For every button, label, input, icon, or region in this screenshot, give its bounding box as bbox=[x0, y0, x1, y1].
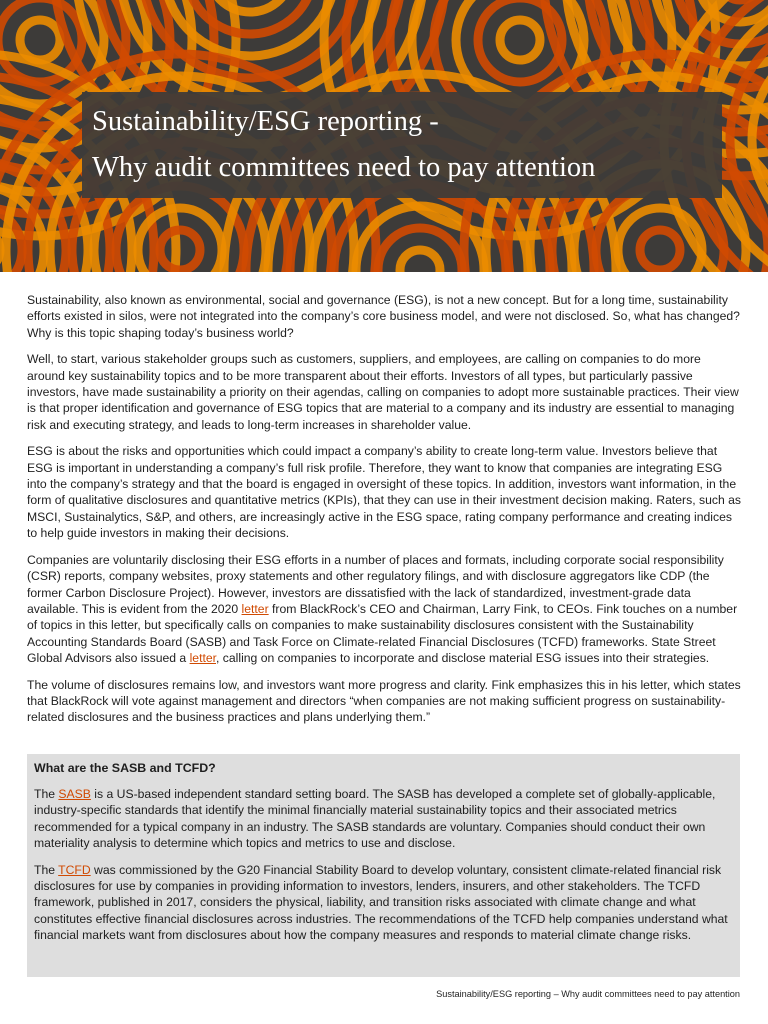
sidebar-paragraph-sasb bbox=[34, 786, 734, 852]
blackrock-letter-link[interactable]: letter bbox=[241, 601, 269, 616]
page-title-line1: Sustainability/ESG reporting - bbox=[92, 106, 439, 137]
page-title-line2: Why audit committees need to pay attention bbox=[92, 152, 596, 183]
paragraph-5: The volume of disclosures remains low, and investors want more progress and clarity. Fink emphasizes this in his letter, which states that BlackRock will vote against management and directors “when companies are not making sufficient progress on sustainability-related disclosures and the business practices and plans underlying them.” bbox=[27, 677, 741, 725]
paragraph-4-text-a: Companies are voluntarily disclosing their ESG efforts in a number of places and formats, including corporate social responsibility (CSR) reports, company websites, proxy statements and other regulatory filings, and with disclosure aggregators like CDP (the former Carbon Disclosure Project). However, investors are dissatisfied with the lack of standardized, investment-grade data available. This is evident from the 2020 bbox=[27, 552, 724, 616]
decorative-ring bbox=[640, 230, 680, 270]
page-footer: Sustainability/ESG reporting – Why audit committees need to pay attention bbox=[436, 989, 740, 999]
decorative-ring bbox=[208, 0, 292, 12]
sasb-link[interactable]: SASB bbox=[58, 787, 91, 801]
paragraph-1: Sustainability, also known as environmental, social and governance (ESG), is not a new concept. But for a long time, sustainability efforts existed in silos, were not integrated into the company’s core business model, and were not disclosed. So, what has changed? Why is this topic shaping today’s business world? bbox=[27, 293, 740, 340]
decorative-ring bbox=[400, 250, 440, 272]
decorative-ring bbox=[500, 20, 540, 60]
sidebar-paragraph-tcfd bbox=[34, 862, 734, 944]
article-body bbox=[27, 292, 742, 736]
sidebar-sasb-text-b: is a US-based independent standard setting board. The SASB has developed a complete set of globally-applicable, industry-specific standards that identify the minimal financially material sustainability topics and their associated metrics recommended for a typical company in an industry. The SASB standards are voluntary. Companies should conduct their own materiality analysis to determine which topics and metrics to use and disclose. bbox=[34, 787, 716, 851]
sidebar-tcfd-text-b: was commissioned by the G20 Financial Stability Board to develop voluntary, consistent climate-related financial risk disclosures for use by companies in providing information to investors, lenders, insurers, and other stakeholders. The TCFD framework, published in 2017, considers the physical, liability, and transition risks associated with climate change and what constitutes effective financial disclosures across industries. The recommendations of the TCFD help companies understand what financial markets want from disclosures about how the company measures and responds to material climate change risks. bbox=[34, 862, 728, 943]
paragraph-4 bbox=[27, 552, 742, 667]
paragraph-3: ESG is about the risks and opportunities which could impact a company’s ability to create long-term value. Investors believe that ESG is important in understanding a company’s full risk profile. Therefore, they want to know that companies are integrating ESG into the company’s strategy and that the board is engaged in oversight of these topics. In addition, investors want information, in the form of qualitative disclosures and quantitative metrics (KPIs), that they can use in their investment decision making. Raters, such as MSCI, Sustainalytics, S&P, and others, are increasingly active in the ESG space, rating company performance and creating indices to help guide investors in making their decisions. bbox=[27, 444, 741, 541]
sidebar-heading: What are the SASB and TCFD? bbox=[34, 761, 216, 775]
paragraph-4-text-b: from BlackRock’s CEO and Chairman, Larry Fink, to CEOs. Fink touches on a number of topics in this letter, but specifically calls on companies to make sustainability disclosures consistent with the Sustainability Accounting Standards Board (SASB) and Task Force on Climate-related Financial Disclosures (TCFD) frameworks. State Street Global Advisors also issued a bbox=[27, 601, 738, 666]
title-box bbox=[82, 92, 722, 198]
tcfd-link[interactable]: TCFD bbox=[58, 862, 91, 877]
header-banner bbox=[0, 0, 768, 272]
state-street-letter-link[interactable]: letter bbox=[189, 651, 217, 666]
paragraph-2: Well, to start, various stakeholder groups such as customers, suppliers, and employees, are calling on companies to do more around key sustainability topics and to be more transparent about their efforts. Investors of all types, but particularly passive investors, have made sustainability a priority on their agendas, calling on companies to adopt more sustainable practices. Their view is that proper identification and governance of ESG topics that are material to a company and its industry are essential to managing risk and executing strategy, and leads to long-term increases in shareholder value. bbox=[27, 352, 739, 432]
sasb-tcfd-sidebar bbox=[27, 754, 740, 977]
decorative-ring bbox=[20, 20, 60, 60]
sidebar-tcfd-text-a: The bbox=[34, 862, 59, 877]
sidebar-sasb-text-a: The bbox=[34, 787, 59, 801]
paragraph-4-text-c: , calling on companies to incorporate and disclose material ESG issues into their strategies. bbox=[216, 651, 710, 666]
decorative-ring bbox=[186, 0, 314, 34]
